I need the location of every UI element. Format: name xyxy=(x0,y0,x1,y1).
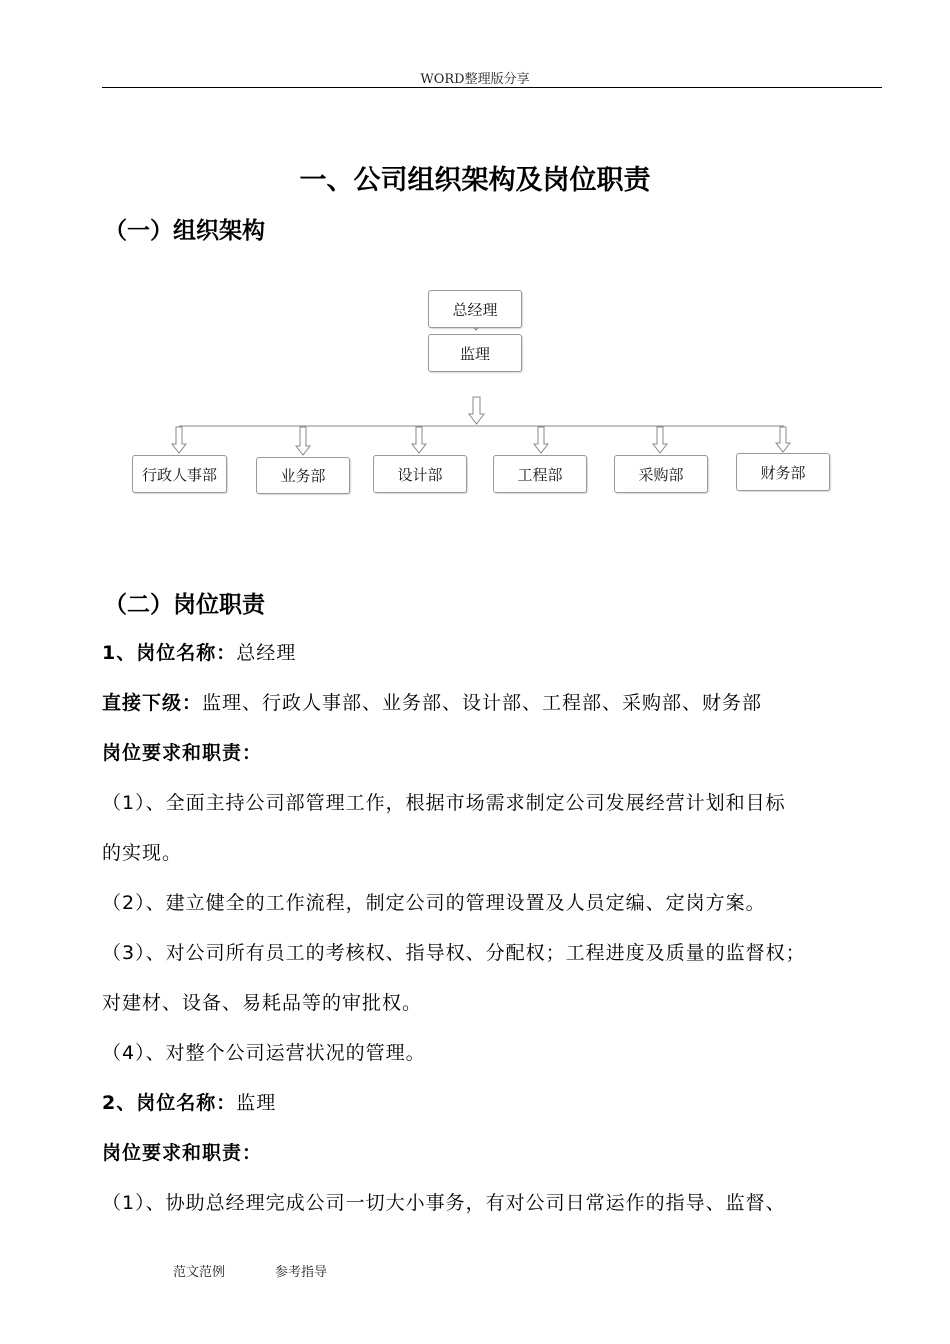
footer-right: 参考指导 xyxy=(275,1265,328,1280)
section-heading-duties: （二）岗位职责 xyxy=(104,592,265,618)
position-name: 总经理 xyxy=(236,642,297,664)
org-box-department: 工程部 xyxy=(493,455,587,493)
duties-label: 岗位要求和职责： xyxy=(102,1142,263,1164)
subordinates-line xyxy=(102,688,762,715)
section-heading-org: （一）组织架构 xyxy=(104,218,265,244)
duty-line: （1）、全面主持公司部管理工作，根据市场需求制定公司发展经营计划和目标 xyxy=(102,792,786,814)
arrow-icon xyxy=(653,427,667,453)
subordinates-text: 监理、行政人事部、业务部、设计部、工程部、采购部、财务部 xyxy=(202,692,763,714)
position-title-line xyxy=(102,1088,276,1115)
page-header: WORD整理版分享 xyxy=(420,72,530,87)
subordinates-label: 直接下级： xyxy=(102,692,203,714)
duty-line: 对建材、设备、易耗品等的审批权。 xyxy=(102,992,423,1014)
position-label: 2、岗位名称： xyxy=(102,1092,237,1114)
duty-line: （2）、建立健全的工作流程，制定公司的管理设置及人员定编、定岗方案。 xyxy=(102,892,766,914)
arrow-icon xyxy=(296,427,310,455)
arrow-icon xyxy=(469,397,484,424)
org-box-department: 设计部 xyxy=(373,455,467,493)
duty-line: （3）、对公司所有员工的考核权、指导权、分配权；工程进度及质量的监督权； xyxy=(102,942,806,964)
arrow-icon xyxy=(776,427,790,452)
position-title-line xyxy=(102,638,296,665)
arrow-icon xyxy=(534,427,548,453)
footer-left: 范文范例 xyxy=(173,1265,226,1280)
org-box-supervisor: 监理 xyxy=(428,334,522,372)
position-label: 1、岗位名称： xyxy=(102,642,237,664)
org-box-department: 采购部 xyxy=(614,455,708,493)
position-name: 监理 xyxy=(236,1092,277,1114)
org-box-department: 行政人事部 xyxy=(132,455,227,493)
duty-line: （1）、协助总经理完成公司一切大小事务，有对公司日常运作的指导、监督、 xyxy=(102,1192,786,1214)
org-box-department: 财务部 xyxy=(736,453,830,491)
org-chart-connectors xyxy=(0,0,950,520)
duty-line: （4）、对整个公司运营状况的管理。 xyxy=(102,1042,426,1064)
org-box-department: 业务部 xyxy=(256,457,350,494)
org-box-general-manager: 总经理 xyxy=(428,290,522,328)
duties-label: 岗位要求和职责： xyxy=(102,742,263,764)
duty-line: 的实现。 xyxy=(102,842,183,864)
arrow-icon xyxy=(412,427,426,453)
page-title: 一、公司组织架构及岗位职责 xyxy=(299,165,651,196)
arrow-icon xyxy=(172,427,186,453)
